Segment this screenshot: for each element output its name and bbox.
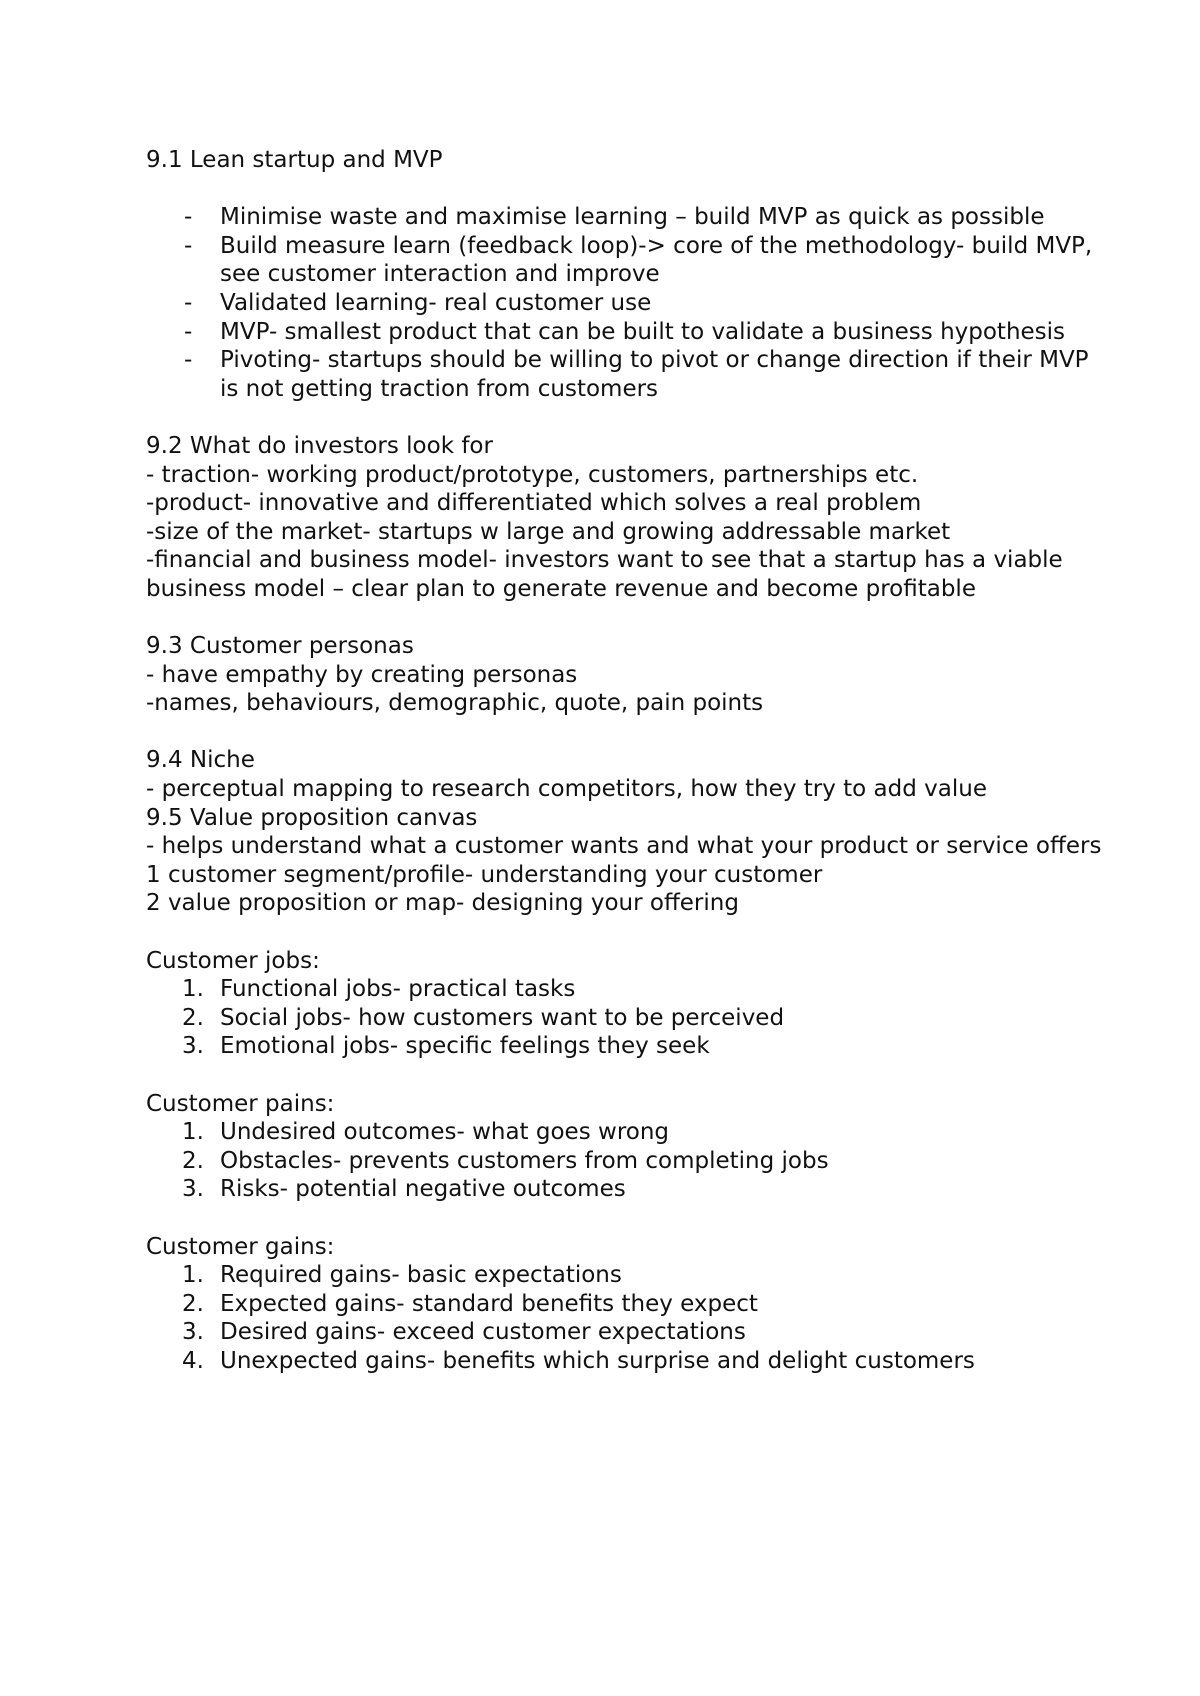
list-item-text: Social jobs- how customers want to be perceived bbox=[220, 1004, 785, 1031]
list-item-text: Risks- potential negative outcomes bbox=[220, 1176, 626, 1203]
list-item bbox=[146, 1261, 1106, 1290]
list-item-text: Unexpected gains- benefits which surprise and delight customers bbox=[220, 1347, 975, 1374]
list-item-text: Desired gains- exceed customer expectations bbox=[220, 1319, 746, 1346]
list-item-text: Required gains- basic expectations bbox=[220, 1262, 622, 1289]
list-item-text: Functional jobs- practical tasks bbox=[220, 976, 576, 1003]
paragraph-line: -product- innovative and differentiated which solves a real problem bbox=[146, 490, 922, 517]
list-number: 1. bbox=[182, 1262, 204, 1289]
section-heading-lean-startup: 9.1 Lean startup and MVP bbox=[146, 147, 443, 173]
list-number: 1. bbox=[182, 1119, 204, 1146]
list-item: - Build measure learn (feedback loop)-> core of the methodology- build MVP, see customer interaction and improve bbox=[146, 232, 1106, 289]
list-number: 3. bbox=[182, 1176, 204, 1203]
list-item bbox=[146, 975, 1106, 1004]
list-number: 2. bbox=[182, 1004, 204, 1031]
list-item bbox=[146, 1318, 1106, 1347]
list-item-text: Expected gains- standard benefits they expect bbox=[220, 1290, 758, 1317]
list-number: 3. bbox=[182, 1319, 204, 1346]
section-heading-customer-pains: Customer pains: bbox=[146, 1090, 335, 1117]
list-item-text: Undesired outcomes- what goes wrong bbox=[220, 1119, 670, 1146]
paragraph-line: - perceptual mapping to research competitors, how they try to add value bbox=[146, 776, 987, 803]
paragraph-line: -names, behaviours, demographic, quote, pain points bbox=[146, 690, 764, 717]
customer-pains-list bbox=[146, 1118, 1106, 1204]
list-item bbox=[146, 1118, 1106, 1147]
customer-jobs-list bbox=[146, 975, 1106, 1061]
list-item-text: Emotional jobs- specific feelings they seek bbox=[220, 1033, 710, 1060]
lean-startup-bullets bbox=[146, 203, 1106, 403]
list-item: - Validated learning- real customer use bbox=[146, 289, 1106, 318]
section-heading-niche: 9.4 Niche bbox=[146, 747, 255, 774]
section-heading-customer-gains: Customer gains: bbox=[146, 1233, 335, 1260]
paragraph-line: - have empathy by creating personas bbox=[146, 661, 578, 688]
list-number: 2. bbox=[182, 1290, 204, 1317]
list-item: - Minimise waste and maximise learning – build MVP as quick as possible bbox=[146, 203, 1106, 232]
paragraph-line: -size of the market- startups w large and growing addressable market bbox=[146, 518, 951, 545]
list-item bbox=[146, 1032, 1106, 1061]
list-item bbox=[146, 1147, 1106, 1176]
list-item: - Pivoting- startups should be willing to pivot or change direction if their MVP is not getting traction from customers bbox=[146, 346, 1106, 403]
section-heading-customer-jobs: Customer jobs: bbox=[146, 947, 320, 974]
paragraph-line: 2 value proposition or map- designing your offering bbox=[146, 890, 739, 917]
section-heading-personas: 9.3 Customer personas bbox=[146, 633, 414, 660]
paragraph-line: -financial and business model- investors want to see that a startup has a viable business model – clear plan to generate revenue and become profitable bbox=[146, 547, 1063, 602]
list-number: 2. bbox=[182, 1147, 204, 1174]
list-item bbox=[146, 1347, 1106, 1376]
list-item-text: Obstacles- prevents customers from completing jobs bbox=[220, 1147, 829, 1174]
list-number: 1. bbox=[182, 976, 204, 1003]
section-heading-value-proposition: 9.5 Value proposition canvas bbox=[146, 804, 478, 831]
document-page bbox=[146, 146, 1106, 1376]
list-item: - MVP- smallest product that can be built to validate a business hypothesis bbox=[146, 318, 1106, 347]
customer-gains-list bbox=[146, 1261, 1106, 1375]
section-heading-investors: 9.2 What do investors look for bbox=[146, 432, 493, 459]
list-item bbox=[146, 1290, 1106, 1319]
list-item bbox=[146, 1004, 1106, 1033]
list-number: 4. bbox=[182, 1347, 204, 1374]
list-number: 3. bbox=[182, 1033, 204, 1060]
paragraph-line: - traction- working product/prototype, customers, partnerships etc. bbox=[146, 461, 919, 488]
paragraph-line: 1 customer segment/profile- understanding your customer bbox=[146, 861, 823, 888]
list-item bbox=[146, 1175, 1106, 1204]
paragraph-line: - helps understand what a customer wants and what your product or service offers bbox=[146, 833, 1102, 860]
